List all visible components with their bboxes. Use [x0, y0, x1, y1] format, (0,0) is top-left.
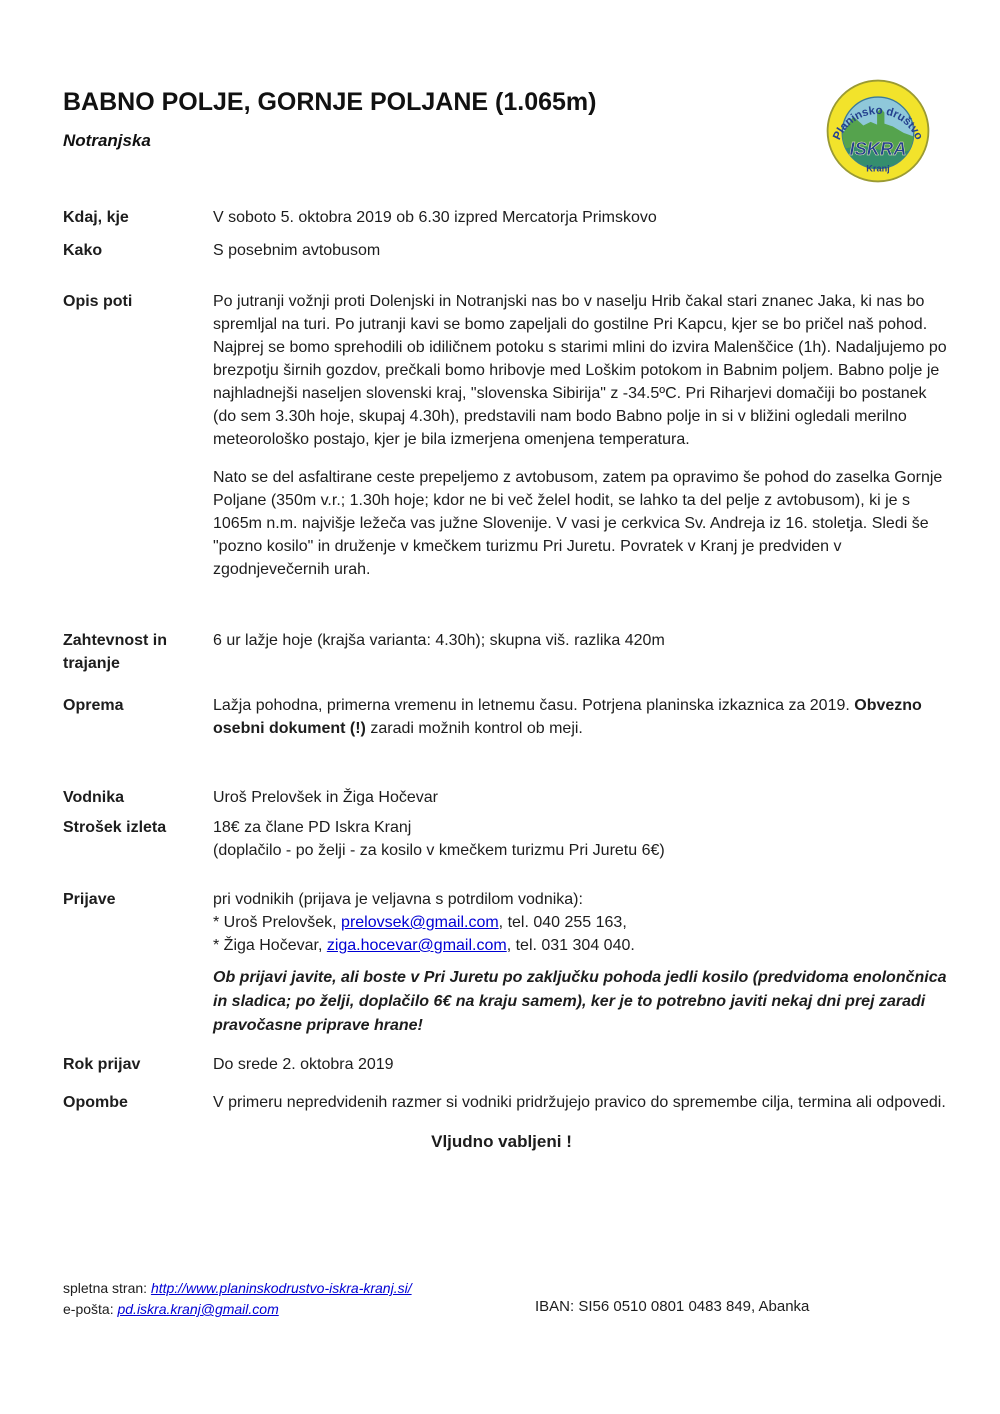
route-paragraph-2: Nato se del asfaltirane ceste prepeljemo z avtobusom, zatem pa opravimo še pohod do zaselka Gornje Poljane (350m v.r.; 1.30h hoje; kdor ne bi več želel hodit, se lahko ta del pelje z avtobusom), ki je s 1065m n.m. najvišje ležeča vas južne Slovenije. V vasi je cerkvica Sv. Andreja iz 16. stoletja. Sledi še "pozno kosilo" in druženje v kmečkem turizmu Pri Juretu. Povratek v Kranj je predviden v zgodnjevečernih urah. [213, 469, 943, 578]
footer-website-row [63, 1278, 412, 1299]
row-how-value: S posebnim avtobusom [213, 242, 381, 259]
row-difficulty-label: Zahtevnost in trajanje [63, 632, 168, 672]
row-guides-label: Vodnika [63, 789, 125, 806]
region-subtitle: Notranjska [63, 131, 151, 150]
contact-1-name: * Uroš Prelovšek, [213, 914, 342, 931]
cost-line-2: (doplačilo - po želji - za kosilo v kmečkem turizmu Pri Juretu 6€) [213, 842, 665, 859]
row-registration [63, 888, 947, 1038]
row-equipment [63, 694, 940, 740]
row-equipment-value [213, 694, 950, 740]
row-notes-label: Opombe [63, 1094, 128, 1111]
registration-intro: pri vodnikih (prijava je veljavna s potrdilom vodnika): [213, 891, 583, 908]
logo-arc-text: Planinsko društvo [831, 104, 925, 142]
row-deadline-value: Do srede 2. oktobra 2019 [213, 1056, 394, 1073]
row-guides-value: Uroš Prelovšek in Žiga Hočevar [213, 789, 438, 806]
equipment-text-start: Lažja pohodna, primerna vremenu in letnemu času. Potrjena planinska izkaznica za 2019. [213, 697, 855, 714]
contact-2-phone: , tel. 031 304 040. [506, 937, 635, 954]
row-registration-label: Prijave [63, 891, 116, 908]
contact-1-email-link[interactable]: prelovsek@gmail.com [341, 914, 499, 931]
footer [63, 1278, 412, 1320]
equipment-text-bold: Obvezno osebni dokument (!) [213, 697, 922, 737]
club-logo [823, 76, 933, 186]
cost-line-1: 18€ za člane PD Iskra Kranj [213, 819, 412, 836]
row-cost [63, 816, 940, 862]
logo-club-name: ISKRA [849, 137, 907, 159]
registration-meal-notice: Ob prijavi javite, ali boste v Pri Juretu po zaključku pohoda jedli kosilo (predvidoma enolončnica in sladica; po želji, doplačilo 6€ na kraju samem), ker je to potrebno javiti nekaj dni prej zaradi pravočasne priprave hrane! [213, 969, 947, 1034]
logo-city: Kranj [866, 163, 890, 174]
row-route-description-value [213, 290, 950, 581]
row-route-description-label: Opis poti [63, 293, 133, 310]
row-notes [63, 1091, 946, 1114]
registration-contact-1 [213, 911, 950, 934]
row-how-label: Kako [63, 242, 103, 259]
footer-email-row [63, 1299, 412, 1320]
route-paragraph-1: Po jutranji vožnji proti Dolenjski in Notranjski nas bo v naselju Hrib čakal stari znanec Jaka, ki nas bo spremljal na turi. Po jutranji kavi se bomo zapeljali do gostilne Pri Kapcu, kjer se bo pričel naš pohod. Najprej se bomo sprehodili ob idiličnem potoku s starimi mlini do izvira Malenščice (1h). Nadaljujemo po brezpotju širnih gozdov, prečkali bomo hribovje med Loškim potokom in Babnim poljem. Babno polje je najhladnejši naseljen slovenski kraj, "slovenska Sibirija" z -34.5ºC. Pri Riharjevi domačiji bo postanek (do sem 3.30h hoje, skupaj 4.30h), predstavili nam bodo Babno polje in si v bližini ogledali merilno meteorološko postajo, kjer je bila izmerjena omenjena temperatura. [213, 293, 947, 448]
contact-1-phone: , tel. 040 255 163, [498, 914, 627, 931]
club-logo-icon [823, 76, 933, 186]
row-difficulty [63, 629, 940, 675]
row-notes-value: V primeru nepredvidenih razmer si vodniki pridržujejo pravico do spremembe cilja, termina ali odpovedi. [213, 1094, 946, 1111]
row-deadline-label: Rok prijav [63, 1056, 141, 1073]
footer-iban: IBAN: SI56 0510 0801 0483 849, Abanka [535, 1298, 810, 1315]
row-when-where-label: Kdaj, kje [63, 209, 129, 226]
footer-website-label: spletna stran: [63, 1280, 151, 1296]
closing-invitation: Vljudno vabljeni ! [431, 1132, 572, 1151]
footer-email-label: e-pošta: [63, 1301, 118, 1317]
row-difficulty-value: 6 ur lažje hoje (krajša varianta: 4.30h); skupna viš. razlika 420m [213, 632, 665, 649]
registration-contact-2 [213, 934, 950, 957]
contact-2-name: * Žiga Hočevar, [213, 937, 327, 954]
page-title: BABNO POLJE, GORNJE POLJANE (1.065m) [63, 88, 597, 116]
info-table [63, 206, 947, 1152]
row-when-where [63, 206, 940, 229]
footer-email-link[interactable]: pd.iskra.kranj@gmail.com [117, 1301, 279, 1317]
row-deadline [63, 1053, 940, 1076]
contact-2-email-link[interactable]: ziga.hocevar@gmail.com [326, 937, 507, 954]
row-equipment-label: Oprema [63, 697, 124, 714]
row-cost-value [213, 816, 950, 862]
row-how [63, 239, 940, 262]
row-registration-value [213, 888, 950, 1038]
row-when-where-value: V soboto 5. oktobra 2019 ob 6.30 izpred Mercatorja Primskovo [213, 209, 657, 226]
footer-website-link[interactable]: http://www.planinskodrustvo-iskra-kranj.si/ [150, 1280, 412, 1296]
equipment-text-end: zaradi možnih kontrol ob meji. [365, 720, 583, 737]
row-route-description [63, 290, 947, 581]
row-cost-label: Strošek izleta [63, 819, 167, 836]
row-guides [63, 786, 940, 809]
